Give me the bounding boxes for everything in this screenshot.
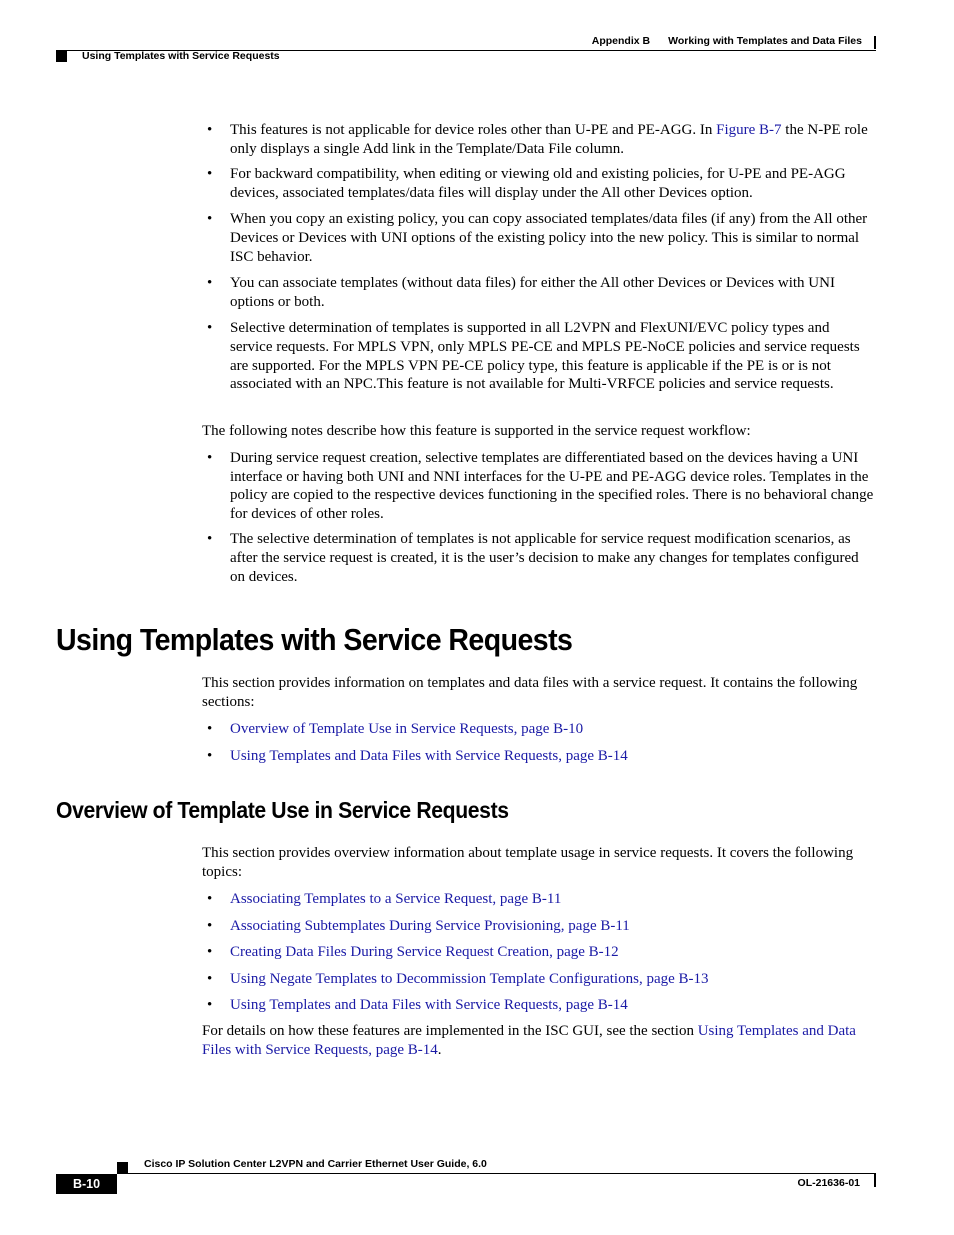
closing-text: For details on how these features are implemented in the ISC GUI, see the section xyxy=(202,1023,698,1039)
list-item: • You can associate templates (without data files) for either the All other Devices or Devices with UNI options or both. xyxy=(202,274,874,311)
section1-link-list xyxy=(202,720,874,765)
footer-marker xyxy=(117,1162,128,1173)
intro-bullet-list xyxy=(202,121,874,394)
bullet-text: This features is not applicable for device roles other than U-PE and PE-AGG. In xyxy=(230,122,717,138)
workflow-bullet-list xyxy=(202,449,874,586)
section2-link-list xyxy=(202,890,874,1015)
section-heading: Using Templates with Service Requests xyxy=(56,622,573,657)
xref-link[interactable]: Using Templates and Data Files with Service Requests, page B-14 xyxy=(230,997,628,1014)
xref-link[interactable]: Using Negate Templates to Decommission Template Configurations, page B-13 xyxy=(230,970,709,987)
workflow-intro: The following notes describe how this feature is supported in the service request workflow: xyxy=(202,423,751,439)
running-header xyxy=(592,35,862,47)
footer-guide-title: Cisco IP Solution Center L2VPN and Carrier Ethernet User Guide, 6.0 xyxy=(144,1158,487,1170)
subsection-heading: Overview of Template Use in Service Requests xyxy=(56,797,509,823)
header-marker xyxy=(56,51,67,62)
header-chapter: Working with Templates and Data Files xyxy=(668,35,862,47)
list-item xyxy=(202,121,874,158)
section1-intro: This section provides information on templates and data files with a service request. It contains the following sections: xyxy=(202,675,858,710)
header-rule-mark xyxy=(874,36,876,49)
bullet-text: the N-PE role only displays a single Add link in the Template/Data File column. xyxy=(230,122,868,157)
header-section: Using Templates with Service Requests xyxy=(82,50,280,62)
list-item xyxy=(202,970,874,989)
list-item xyxy=(202,917,874,936)
xref-link[interactable]: Associating Subtemplates During Service Provisioning, page B-11 xyxy=(230,917,630,934)
footer-rule-mark xyxy=(874,1174,876,1187)
section2-intro: This section provides overview information about template usage in service requests. It covers the following topics: xyxy=(202,845,854,880)
list-item: • The selective determination of templates is not applicable for service request modification scenarios, as after the service request is created, it is the user’s decision to make any changes for templates configured on devices. xyxy=(202,530,874,586)
xref-link[interactable]: Associating Templates to a Service Request, page B-11 xyxy=(230,891,562,907)
list-item: • When you copy an existing policy, you can copy associated templates/data files (if any) from the All other Devices or Devices with UNI options of the existing policy into the new policy. This is similar to normal ISC behavior. xyxy=(202,210,874,266)
xref-link[interactable]: Using Templates and Data Files with Service Requests, page B-14 xyxy=(230,747,628,764)
figure-link[interactable]: Figure B-7 xyxy=(716,122,782,138)
section1-links xyxy=(202,720,874,765)
footer-rule xyxy=(117,1173,876,1174)
list-item xyxy=(202,720,874,739)
list-item: • Selective determination of templates is supported in all L2VPN and FlexUNI/EVC policy types and service requests. For MPLS VPN, only MPLS PE-CE and MPLS PE-NoCE policies and service requests are supported. For the MPLS VPN PE-CE policy type, this feature is applicable if the PE is or is not associated with an NPC.This feature is not available for Multi-VRFCE policies and service requests. xyxy=(202,319,874,393)
xref-link[interactable]: Creating Data Files During Service Request Creation, page B-12 xyxy=(230,944,619,961)
list-item xyxy=(202,890,874,909)
doc-number: OL-21636-01 xyxy=(797,1177,860,1189)
list-item xyxy=(202,747,874,766)
section2-closing xyxy=(202,1022,874,1059)
intro-block xyxy=(202,121,874,394)
list-item xyxy=(202,996,874,1015)
list-item xyxy=(202,943,874,962)
xref-link[interactable]: Overview of Template Use in Service Requests, page B-10 xyxy=(230,721,584,737)
workflow-block xyxy=(202,449,874,586)
header-appendix: Appendix B xyxy=(591,35,651,47)
closing-text: . xyxy=(437,1041,442,1058)
xref-link[interactable]: Using Templates and Data Files with Service Requests, page B-14 xyxy=(202,1023,856,1058)
list-item: • During service request creation, selective templates are differentiated based on the devices having a UNI interface or having both UNI and NNI interfaces for the U-PE and PE-AGG device roles. Templates in the policy are copied to the respective devices functioning in the specified roles. There is no behavioral change for devices of other roles. xyxy=(202,449,874,523)
list-item: • For backward compatibility, when editing or viewing old and existing policies, for U-PE and PE-AGG devices, associated templates/data files will display under the All other Devices option. xyxy=(202,165,874,202)
section2-links xyxy=(202,890,874,1015)
page-number: B-10 xyxy=(56,1174,117,1194)
